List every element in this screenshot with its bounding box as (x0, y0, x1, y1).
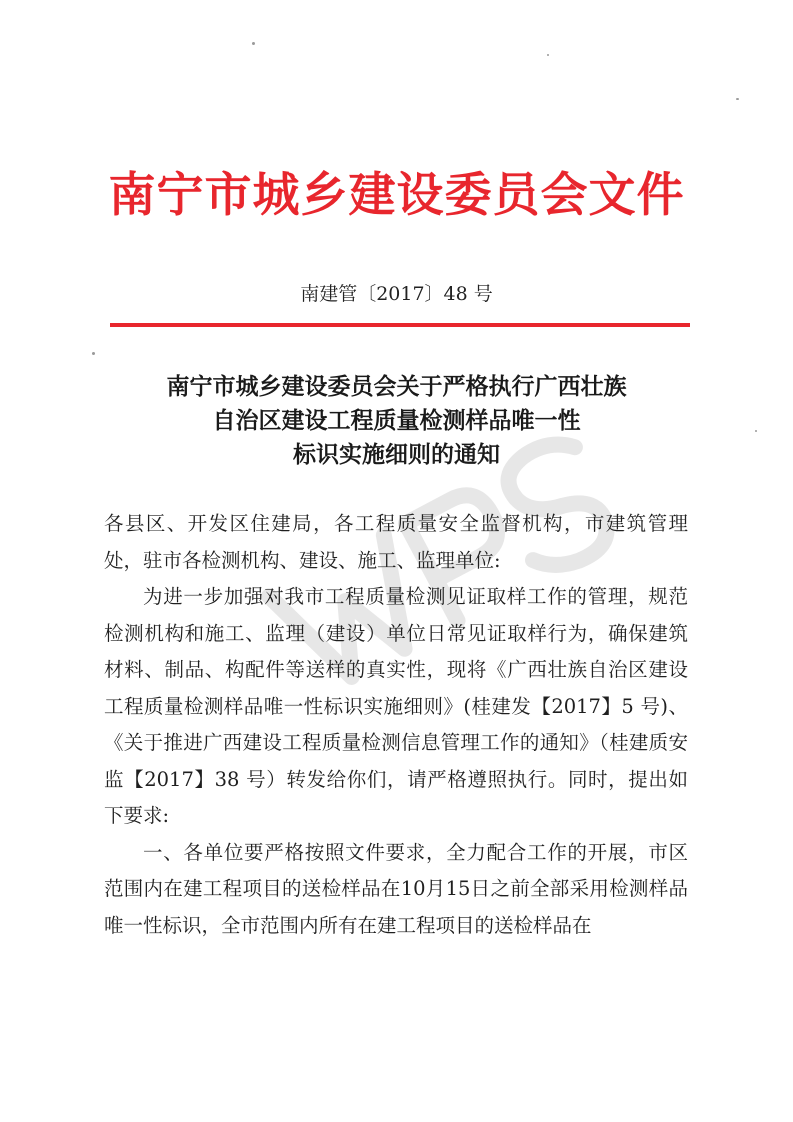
notice-title-line-1: 南宁市城乡建设委员会关于严格执行广西壮族 (166, 373, 627, 400)
scan-speck (736, 98, 739, 100)
notice-title-line-3: 标识实施细则的通知 (293, 441, 500, 468)
header-red-rule (110, 323, 690, 327)
body-paragraph-1: 为进一步加强对我市工程质量检测见证取样工作的管理，规范检测机构和施工、监理（建设）单位日常见证取样行为，确保建筑材料、制品、构配件等送样的真实性，现将《广西壮族自治区建设工程质量检测样品唯一性标识实施细则》(桂建发【2017】5 号)、《关于推进广西建设工程质量检测信息管理工作的通知》（桂建质安监【2017】38 号）转发给你们，请严格遵照执行。同时，提出如下要求: (104, 585, 688, 827)
scan-speck (547, 54, 549, 56)
notice-title-line-2: 自治区建设工程质量检测样品唯一性 (212, 407, 581, 434)
body-text (104, 506, 688, 944)
scan-speck (252, 42, 255, 45)
scan-speck (92, 352, 95, 355)
addressee-paragraph: 各县区、开发区住建局，各工程质量安全监督机构，市建筑管理处，驻市各检测机构、建设、施工、监理单位: (104, 512, 688, 572)
document-number: 南建管〔2017〕48 号 (300, 283, 493, 305)
body-paragraph-2: 一、各单位要严格按照文件要求，全力配合工作的开展，市区范围内在建工程项目的送检样品在10月15日之前全部采用检测样品唯一性标识，全市范围内所有在建工程项目的送检样品在 (104, 840, 688, 937)
document-header-title: 南宁市城乡建设委员会文件 (108, 168, 685, 223)
notice-title (0, 370, 793, 472)
